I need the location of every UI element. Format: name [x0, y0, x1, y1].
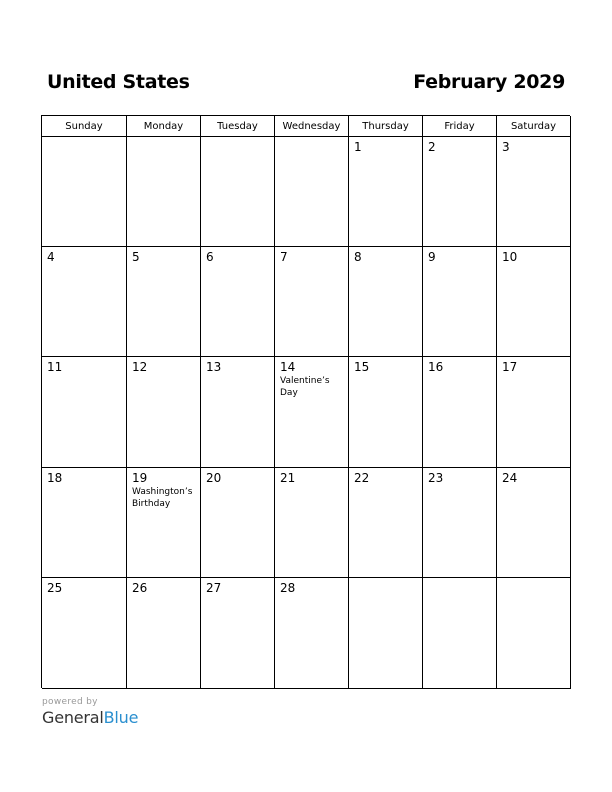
holiday-label: Washington’s Birthday [132, 487, 193, 509]
day-cell[interactable] [349, 578, 423, 689]
day-number: 28 [280, 581, 296, 595]
day-cell[interactable] [201, 247, 275, 357]
day-number: 6 [206, 250, 214, 264]
holiday-label: Valentine’s Day [280, 376, 330, 398]
weekday-header-monday: Monday [127, 116, 201, 137]
day-number: 4 [47, 250, 55, 264]
day-cell[interactable] [497, 247, 571, 357]
day-cell[interactable] [423, 357, 497, 468]
day-cell[interactable] [42, 357, 127, 468]
day-number: 24 [502, 471, 518, 485]
weekday-header-tuesday: Tuesday [201, 116, 275, 137]
day-cell[interactable] [349, 247, 423, 357]
day-cell[interactable] [201, 137, 275, 247]
day-cell[interactable] [127, 137, 201, 247]
brand-logo[interactable] [42, 708, 138, 727]
day-cell[interactable] [275, 357, 349, 468]
day-cell[interactable] [201, 468, 275, 578]
day-number: 7 [280, 250, 288, 264]
day-number: 15 [354, 360, 370, 374]
day-number: 22 [354, 471, 370, 485]
day-cell[interactable] [42, 578, 127, 689]
day-cell[interactable] [497, 468, 571, 578]
day-number: 13 [206, 360, 222, 374]
day-cell[interactable] [275, 247, 349, 357]
day-number: 20 [206, 471, 222, 485]
day-cell[interactable] [127, 247, 201, 357]
weekday-header-friday: Friday [423, 116, 497, 137]
day-number: 25 [47, 581, 63, 595]
day-cell[interactable] [423, 247, 497, 357]
day-cell[interactable] [275, 137, 349, 247]
day-number: 18 [47, 471, 63, 485]
day-cell[interactable] [423, 137, 497, 247]
day-cell[interactable] [127, 578, 201, 689]
day-number: 10 [502, 250, 518, 264]
day-number: 1 [354, 140, 362, 154]
day-cell[interactable] [275, 468, 349, 578]
weekday-header-wednesday: Wednesday [275, 116, 349, 137]
brand-general: General [42, 708, 104, 727]
day-number: 12 [132, 360, 148, 374]
day-cell[interactable] [42, 468, 127, 578]
day-number: 26 [132, 581, 148, 595]
day-cell[interactable] [349, 468, 423, 578]
day-cell[interactable] [201, 357, 275, 468]
day-cell[interactable] [42, 137, 127, 247]
country-title: United States [47, 71, 190, 93]
calendar-grid [41, 115, 570, 688]
day-cell[interactable] [497, 357, 571, 468]
day-cell[interactable] [201, 578, 275, 689]
footer [42, 697, 138, 727]
day-number: 27 [206, 581, 222, 595]
day-cell[interactable] [497, 578, 571, 689]
day-cell[interactable] [423, 578, 497, 689]
day-cell[interactable] [275, 578, 349, 689]
day-number: 23 [428, 471, 444, 485]
month-title: February 2029 [413, 71, 565, 93]
day-number: 5 [132, 250, 140, 264]
day-number: 16 [428, 360, 444, 374]
day-number: 17 [502, 360, 518, 374]
weekday-header-sunday: Sunday [42, 116, 127, 137]
day-number: 8 [354, 250, 362, 264]
day-number: 19 [132, 471, 148, 485]
day-number: 9 [428, 250, 436, 264]
day-cell[interactable] [349, 137, 423, 247]
day-number: 3 [502, 140, 510, 154]
day-cell[interactable] [423, 468, 497, 578]
day-number: 2 [428, 140, 436, 154]
day-cell[interactable] [497, 137, 571, 247]
day-cell[interactable] [42, 247, 127, 357]
day-number: 11 [47, 360, 63, 374]
day-cell[interactable] [127, 468, 201, 578]
brand-blue: Blue [103, 708, 139, 727]
weekday-header-saturday: Saturday [497, 116, 571, 137]
day-number: 21 [280, 471, 296, 485]
weekday-header-thursday: Thursday [349, 116, 423, 137]
powered-by-text: powered by [42, 697, 98, 707]
day-cell[interactable] [349, 357, 423, 468]
day-number: 14 [280, 360, 296, 374]
day-cell[interactable] [127, 357, 201, 468]
